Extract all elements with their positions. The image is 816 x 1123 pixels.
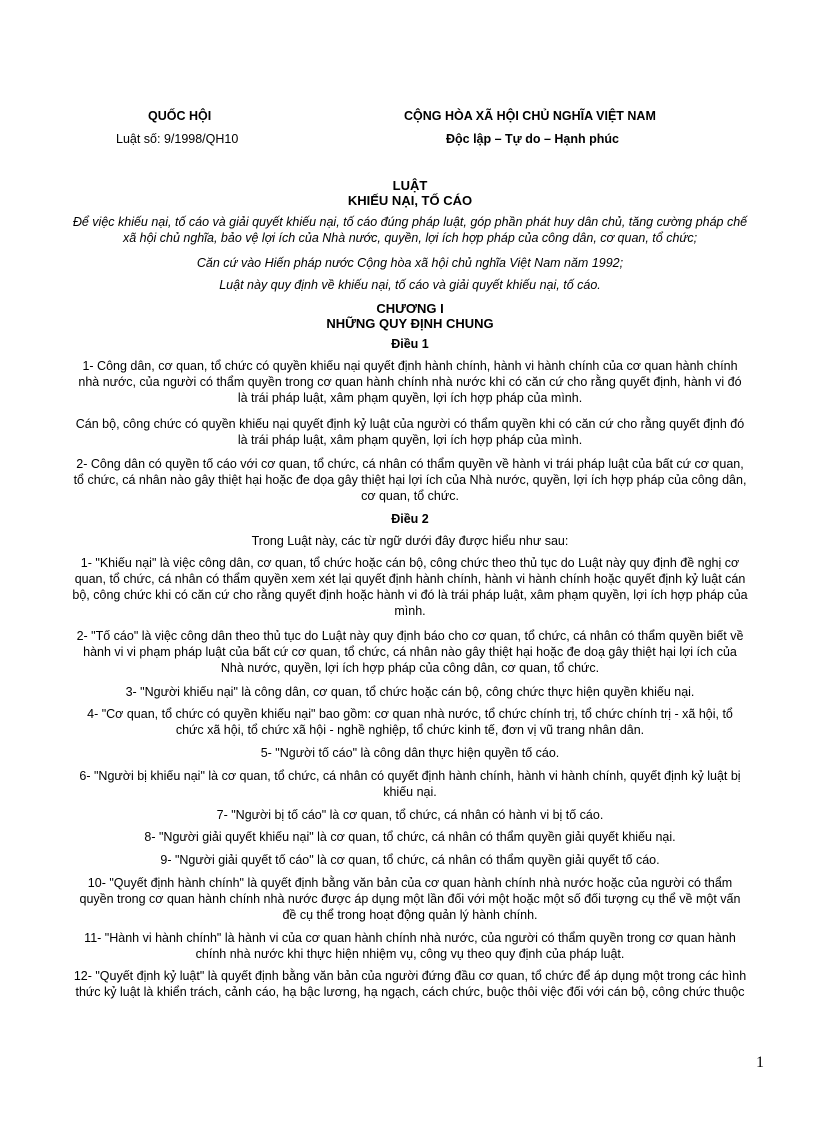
definition-item: 11- "Hành vi hành chính" là hành vi của cơ quan hành chính nhà nước, của người có thẩm quyền trong cơ quan hành chính nhà nước khi thực hiện nhiệm vụ, công vụ theo quy định của pháp luật. (84, 931, 736, 961)
definition-item: 1- "Khiếu nại" là việc công dân, cơ quan, tổ chức hoặc cán bộ, công chức theo thủ tục do Luật này quy định đề nghị cơ quan, tổ chức, cá nhân có thẩm quyền xem xét lại quyết định hành chính, hành vi hành chính hoặc quyết định kỷ luật cán bộ, công chức khi có căn cứ cho rằng quyết định hoặc hành vi đó là trái pháp luật, xâm phạm quyền, lợi ích hợp pháp của mình. (72, 556, 748, 618)
chapter-title: NHỮNG QUY ĐỊNH CHUNG (326, 316, 494, 331)
definition-item: 2- "Tố cáo" là việc công dân theo thủ tục do Luật này quy định báo cho cơ quan, tổ chức, cá nhân có thẩm quyền biết về hành vi vi phạm pháp luật của bất cứ cơ quan, tổ chức, cá nhân nào gây thiệt hại hoặc đe doạ gây thiệt hại lợi ích của Nhà nước, quyền, lợi ích hợp pháp của công dân, cơ quan, tổ chức. (76, 629, 744, 675)
law-number: Luật số: 9/1998/QH10 (116, 132, 239, 146)
definition-item: 8- "Người giải quyết khiếu nại" là cơ quan, tổ chức, cá nhân có thẩm quyền giải quyết khiếu nại. (144, 830, 676, 844)
article-heading: Điều 2 (391, 512, 429, 526)
definition-item: 3- "Người khiếu nại" là công dân, cơ quan, tổ chức hoặc cán bộ, công chức thực hiện quyền khiếu nại. (125, 685, 695, 699)
law-name: KHIẾU NẠI, TỐ CÁO (347, 193, 473, 208)
article-paragraph: Trong Luật này, các từ ngữ dưới đây được hiểu như sau: (251, 534, 569, 548)
article-paragraph: 1- Công dân, cơ quan, tổ chức có quyền khiếu nại quyết định hành chính, hành vi hành chính của cơ quan hành chính nhà nước, của người có thẩm quyền trong cơ quan hành chính nhà nước khi có căn cứ cho rằng quyết định, hành vi đó là trái pháp luật, xâm phạm quyền, lợi ích hợp pháp của mình. (78, 359, 742, 405)
country-title: CỘNG HÒA XÃ HỘI CHỦ NGHĨA VIỆT NAM (404, 109, 656, 123)
chapter-label: CHƯƠNG I (376, 301, 444, 316)
definition-item: 10- "Quyết định hành chính" là quyết định bằng văn bản của cơ quan hành chính nhà nước hoặc của người có thẩm quyền trong cơ quan hành chính nhà nước được áp dụng một lần đối với một hoặc một số đối tượng cụ thể về một vấn đề cụ thể trong hoạt động quản lý hành chính. (79, 876, 741, 922)
article-paragraph: 2- Công dân có quyền tố cáo với cơ quan, tổ chức, cá nhân có thẩm quyền về hành vi trái pháp luật của bất cứ cơ quan, tổ chức, cá nhân nào gây thiệt hại hoặc đe dọa gây thiệt hại lợi ích của Nhà nước, quyền, lợi ích hợp pháp của công dân, cơ quan, tổ chức. (73, 457, 747, 503)
national-motto: Độc lập – Tự do – Hạnh phúc (446, 132, 619, 146)
preamble-paragraph: Để việc khiếu nại, tố cáo và giải quyết khiếu nại, tố cáo đúng pháp luật, góp phần phát huy dân chủ, tăng cường pháp chế xã hội chủ nghĩa, bảo vệ lợi ích của Nhà nước, quyền, lợi ích hợp pháp của công dân, cơ quan, tổ chức; (72, 215, 748, 245)
preamble-paragraph: Luật này quy định về khiếu nại, tố cáo và giải quyết khiếu nại, tố cáo. (219, 278, 601, 292)
definition-item: 6- "Người bị khiếu nại" là cơ quan, tổ chức, cá nhân có quyết định hành chính, hành vi hành chính, quyết định kỷ luật bị khiếu nại. (79, 769, 741, 799)
law-type: LUẬT (392, 178, 428, 193)
article-paragraph: Cán bộ, công chức có quyền khiếu nại quyết định kỷ luật của người có thẩm quyền khi có căn cứ cho rằng quyết định đó là trái pháp luật, xâm phạm quyền, lợi ích hợp pháp của mình. (75, 417, 745, 447)
definition-item: 4- "Cơ quan, tổ chức có quyền khiếu nại" bao gồm: cơ quan nhà nước, tổ chức chính trị, tổ chức chính trị - xã hội, tổ chức xã hội, tổ chức xã hội - nghề nghiệp, tổ chức kinh tế, đơn vị vũ trang nhân dân. (87, 707, 733, 737)
page-number: 1 (756, 1054, 764, 1071)
definition-item: 7- "Người bị tố cáo" là cơ quan, tổ chức, cá nhân có hành vi bị tố cáo. (216, 808, 604, 822)
article-heading: Điều 1 (391, 337, 429, 351)
definition-item: 12- "Quyết định kỷ luật" là quyết định bằng văn bản của người đứng đầu cơ quan, tổ chức để áp dụng một trong các hình thức kỷ luật là khiển trách, cảnh cáo, hạ bậc lương, hạ ngạch, cách chức, buộc thôi việc đối với cán bộ, công chức thuộc (73, 969, 747, 999)
definition-item: 5- "Người tố cáo" là công dân thực hiện quyền tố cáo. (260, 746, 560, 760)
definition-item: 9- "Người giải quyết tố cáo" là cơ quan, tổ chức, cá nhân có thẩm quyền giải quyết tố cáo. (160, 853, 660, 867)
preamble-paragraph: Căn cứ vào Hiến pháp nước Cộng hòa xã hội chủ nghĩa Việt Nam năm 1992; (196, 256, 624, 270)
national-assembly-label: QUỐC HỘI (148, 109, 212, 123)
